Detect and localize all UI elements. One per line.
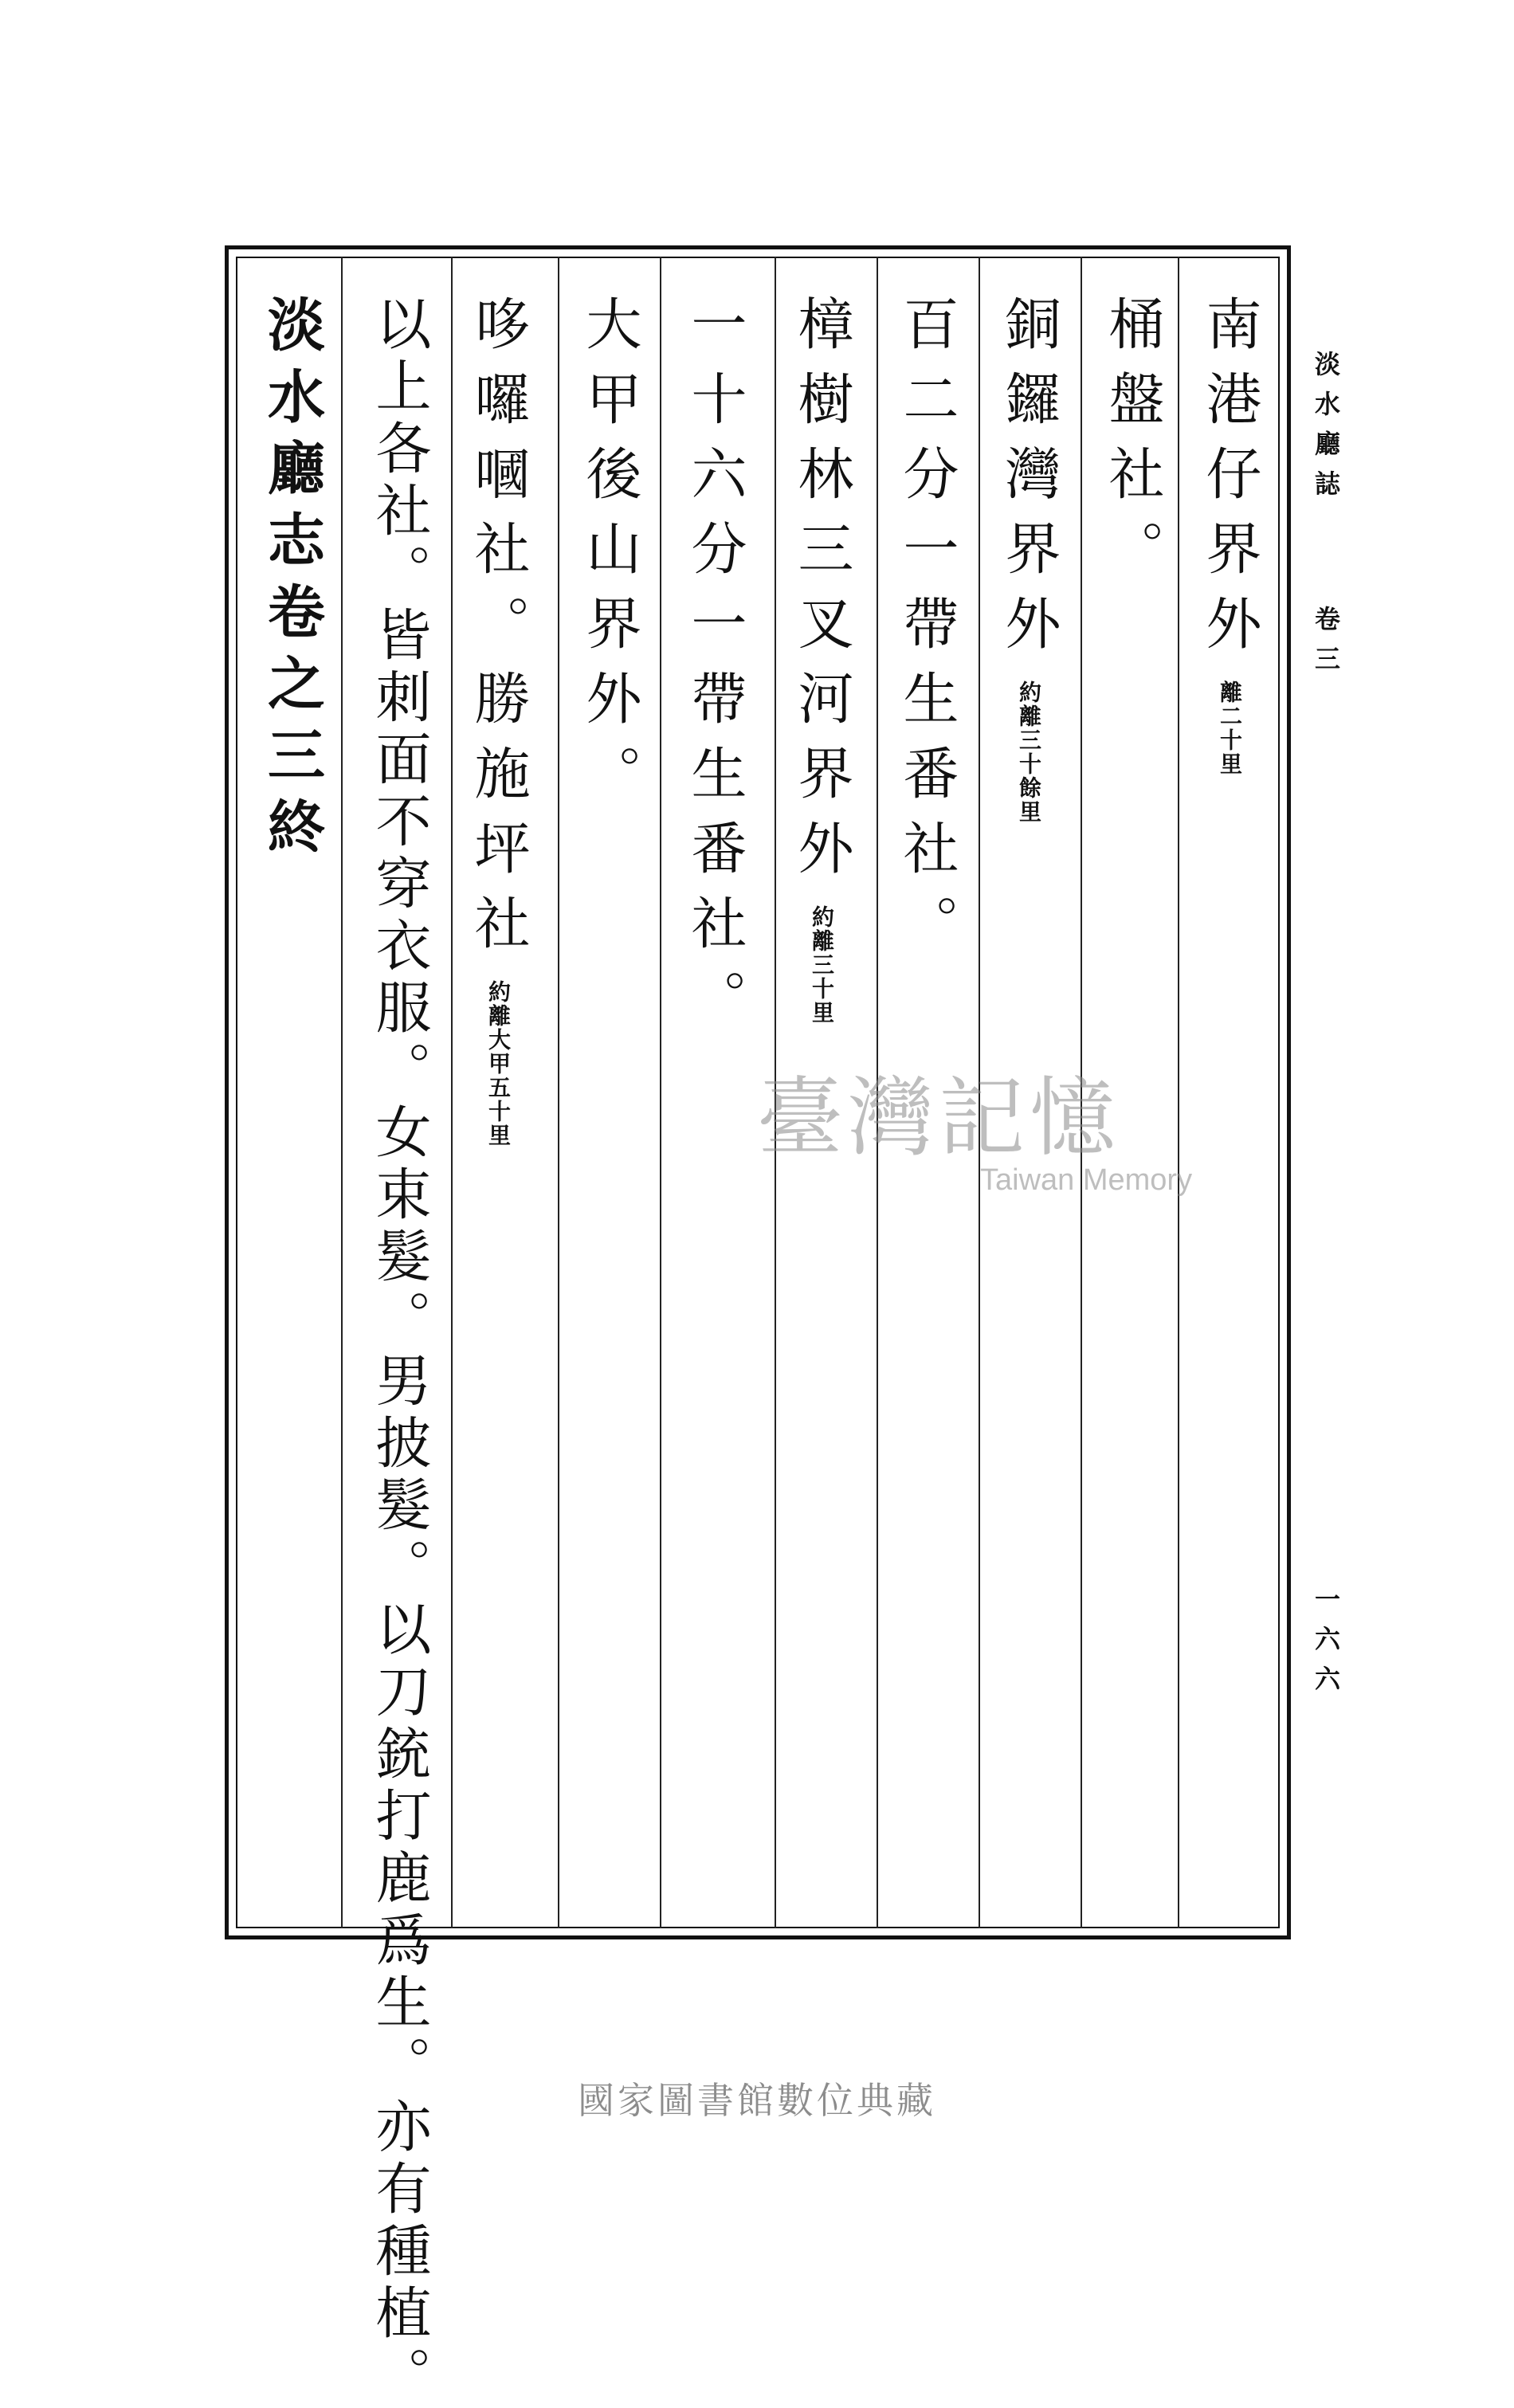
volume-label [1313, 606, 1339, 685]
page-number [1313, 1586, 1339, 1705]
running-title-text: 淡水廳誌 [1311, 351, 1341, 510]
watermark-subtitle: Taiwan Memory [980, 1163, 1193, 1197]
text-column-7 [577, 295, 642, 819]
column-main-text: 哆囉嘓社。勝施坪社 [465, 295, 531, 969]
column-main-text: 樟樹林三叉河界外 [789, 295, 854, 894]
column-rule [1081, 257, 1082, 1928]
column-rule [660, 257, 661, 1928]
column-main-text: 銅鑼灣界外 [996, 295, 1061, 669]
column-annotation: 約離大甲五十里 [485, 980, 512, 1147]
column-main-text: 南港仔界外 [1197, 295, 1262, 669]
column-annotation: 約離三十餘里 [1016, 680, 1042, 824]
text-column-2 [1100, 295, 1165, 594]
column-rule [451, 257, 453, 1928]
column-main-text: 大甲後山界外。 [577, 295, 642, 819]
text-column-10 [258, 295, 326, 869]
volume-label-text: 卷三 [1311, 606, 1341, 685]
text-column-1 [1197, 295, 1262, 776]
text-column-8 [465, 295, 531, 1147]
column-annotation: 離二十里 [1217, 680, 1243, 776]
column-annotation: 約離三十里 [809, 905, 835, 1025]
column-rule [979, 257, 980, 1928]
watermark-title: 臺灣記憶 [757, 1069, 1121, 1168]
column-main-text: 百二分一帶生番社。 [894, 295, 959, 969]
column-main-text: 桶盤社。 [1100, 295, 1165, 594]
text-column-3 [996, 295, 1061, 824]
text-column-6 [682, 295, 747, 1044]
running-title [1313, 351, 1339, 510]
column-rule [558, 257, 559, 1928]
text-column-4 [894, 295, 959, 969]
column-main-text: 一十六分一帶生番社。 [682, 295, 747, 1044]
footer-credit: 國家圖書館數位典藏 [578, 2079, 936, 2122]
column-rule [341, 257, 343, 1928]
column-rule [877, 257, 878, 1928]
volume-end-title: 淡水廳志卷之三終 [258, 295, 326, 869]
page-number-text: 一六六 [1311, 1586, 1341, 1705]
column-main-text: 以上各社。皆刺面不穿衣服。女束髮。男披髮。以刀銃打鹿爲生。亦有種植。 [367, 295, 432, 2408]
column-rule [1178, 257, 1179, 1928]
text-column-5 [789, 295, 854, 1025]
column-rule [775, 257, 776, 1928]
